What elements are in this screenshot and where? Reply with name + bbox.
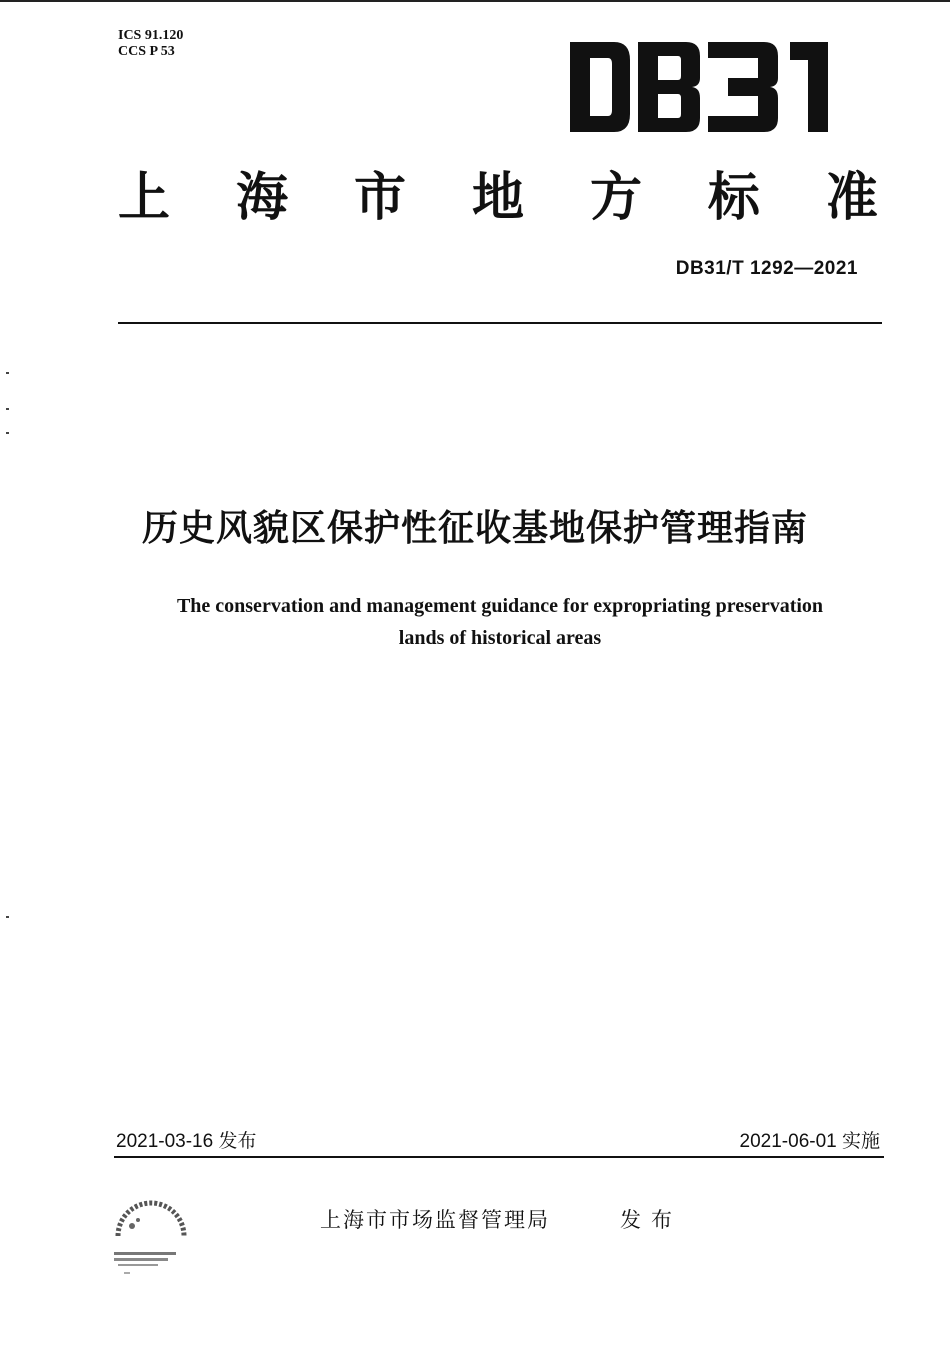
title-char: 标: [707, 167, 760, 228]
seal-stamp: [108, 1196, 194, 1286]
ccs-code: CCS P 53: [118, 44, 175, 59]
logo-text: DB31: [568, 40, 571, 41]
margin-mark: [6, 916, 9, 918]
title-char: 市: [353, 167, 406, 228]
top-border: [0, 0, 950, 2]
standard-type-title: [118, 160, 878, 228]
english-title: [100, 590, 900, 654]
implementation-date: 2021-06-01 实施: [739, 1131, 880, 1152]
margin-mark: [6, 408, 9, 410]
db31-logo: [568, 40, 830, 134]
classification-codes: [118, 28, 183, 60]
margin-mark: [6, 432, 9, 434]
header-rule: [118, 322, 882, 324]
standard-number: DB31/T 1292—2021: [675, 258, 858, 279]
title-char: 海: [235, 167, 288, 228]
chinese-title: 历史风貌区保护性征收基地保护管理指南: [141, 508, 808, 549]
publish-label: 发布: [620, 1208, 682, 1232]
title-char: 方: [589, 167, 642, 228]
english-title-line: lands of historical areas: [398, 627, 602, 649]
ics-code: ICS 91.120: [118, 28, 184, 43]
issue-date: 2021-03-16 发布: [116, 1131, 257, 1152]
publisher: 上海市市场监督管理局: [320, 1208, 550, 1232]
title-char: 准: [825, 167, 878, 228]
title-char: 地: [471, 167, 524, 228]
footer-rule: [114, 1156, 884, 1158]
title-char: 上: [118, 167, 171, 228]
english-title-line: The conservation and management guidance for expropriating preservation: [176, 595, 824, 617]
margin-mark: [6, 372, 9, 374]
